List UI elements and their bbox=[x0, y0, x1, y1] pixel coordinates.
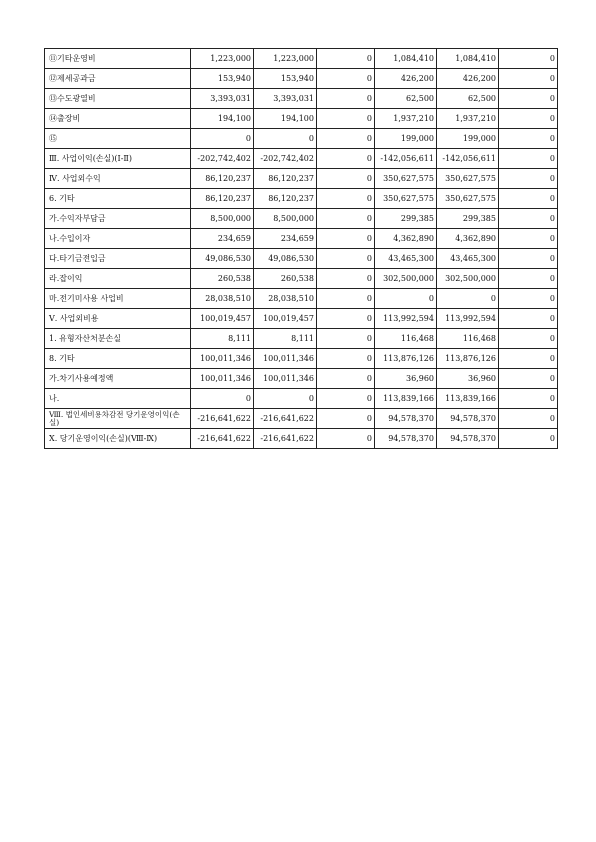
amount-cell: 0 bbox=[317, 189, 375, 209]
amount-cell: 86,120,237 bbox=[254, 189, 317, 209]
amount-cell: 0 bbox=[317, 309, 375, 329]
amount-cell: 8,500,000 bbox=[191, 209, 254, 229]
table-row bbox=[45, 389, 558, 409]
table-body bbox=[45, 49, 558, 449]
amount-cell: 1,223,000 bbox=[191, 49, 254, 69]
amount-cell: 86,120,237 bbox=[191, 189, 254, 209]
amount-cell: -216,641,622 bbox=[191, 409, 254, 429]
amount-cell: 94,578,370 bbox=[375, 409, 437, 429]
row-label: 6. 기타 bbox=[45, 189, 191, 209]
table-row bbox=[45, 289, 558, 309]
amount-cell: 49,086,530 bbox=[191, 249, 254, 269]
row-label: ⑬수도광열비 bbox=[45, 89, 191, 109]
amount-cell: 0 bbox=[317, 409, 375, 429]
amount-cell: 299,385 bbox=[437, 209, 499, 229]
amount-cell: 0 bbox=[499, 329, 558, 349]
amount-cell: 28,038,510 bbox=[191, 289, 254, 309]
amount-cell: 43,465,300 bbox=[437, 249, 499, 269]
row-label: 1. 유형자산처분손실 bbox=[45, 329, 191, 349]
amount-cell: -202,742,402 bbox=[254, 149, 317, 169]
amount-cell: 113,876,126 bbox=[375, 349, 437, 369]
amount-cell: 234,659 bbox=[254, 229, 317, 249]
amount-cell: -142,056,611 bbox=[375, 149, 437, 169]
amount-cell: 350,627,575 bbox=[375, 169, 437, 189]
amount-cell: 426,200 bbox=[375, 69, 437, 89]
amount-cell: 0 bbox=[317, 49, 375, 69]
amount-cell: 0 bbox=[499, 389, 558, 409]
amount-cell: 0 bbox=[499, 409, 558, 429]
amount-cell: 1,223,000 bbox=[254, 49, 317, 69]
amount-cell: 100,011,346 bbox=[254, 369, 317, 389]
amount-cell: 302,500,000 bbox=[437, 269, 499, 289]
amount-cell: 36,960 bbox=[375, 369, 437, 389]
amount-cell: 0 bbox=[317, 89, 375, 109]
amount-cell: 1,084,410 bbox=[437, 49, 499, 69]
amount-cell: -216,641,622 bbox=[254, 429, 317, 449]
amount-cell: 260,538 bbox=[191, 269, 254, 289]
amount-cell: 0 bbox=[375, 289, 437, 309]
amount-cell: 0 bbox=[499, 169, 558, 189]
amount-cell: 0 bbox=[499, 69, 558, 89]
amount-cell: -142,056,611 bbox=[437, 149, 499, 169]
amount-cell: 199,000 bbox=[375, 129, 437, 149]
amount-cell: 234,659 bbox=[191, 229, 254, 249]
amount-cell: 113,839,166 bbox=[375, 389, 437, 409]
table-row bbox=[45, 89, 558, 109]
amount-cell: 113,992,594 bbox=[437, 309, 499, 329]
row-label: Ⅲ. 사업이익(손실)(Ⅰ-Ⅱ) bbox=[45, 149, 191, 169]
amount-cell: 0 bbox=[499, 189, 558, 209]
amount-cell: 199,000 bbox=[437, 129, 499, 149]
amount-cell: 94,578,370 bbox=[375, 429, 437, 449]
row-label: 나. bbox=[45, 389, 191, 409]
amount-cell: 8,111 bbox=[254, 329, 317, 349]
amount-cell: 0 bbox=[499, 229, 558, 249]
table-row bbox=[45, 329, 558, 349]
row-label: Ⅴ. 사업외비용 bbox=[45, 309, 191, 329]
amount-cell: 0 bbox=[317, 109, 375, 129]
amount-cell: 43,465,300 bbox=[375, 249, 437, 269]
amount-cell: 0 bbox=[317, 289, 375, 309]
amount-cell: 113,992,594 bbox=[375, 309, 437, 329]
amount-cell: 100,011,346 bbox=[254, 349, 317, 369]
amount-cell: 86,120,237 bbox=[191, 169, 254, 189]
amount-cell: 0 bbox=[317, 229, 375, 249]
amount-cell: 0 bbox=[317, 69, 375, 89]
amount-cell: -202,742,402 bbox=[191, 149, 254, 169]
amount-cell: 49,086,530 bbox=[254, 249, 317, 269]
amount-cell: 0 bbox=[499, 149, 558, 169]
amount-cell: 0 bbox=[191, 389, 254, 409]
amount-cell: 0 bbox=[499, 129, 558, 149]
amount-cell: 0 bbox=[317, 349, 375, 369]
amount-cell: 153,940 bbox=[254, 69, 317, 89]
amount-cell: 1,084,410 bbox=[375, 49, 437, 69]
amount-cell: 0 bbox=[499, 249, 558, 269]
amount-cell: 116,468 bbox=[437, 329, 499, 349]
amount-cell: 0 bbox=[317, 369, 375, 389]
amount-cell: 0 bbox=[499, 269, 558, 289]
amount-cell: 62,500 bbox=[375, 89, 437, 109]
amount-cell: 194,100 bbox=[191, 109, 254, 129]
table-row bbox=[45, 69, 558, 89]
table-row bbox=[45, 409, 558, 429]
amount-cell: 0 bbox=[499, 49, 558, 69]
amount-cell: 153,940 bbox=[191, 69, 254, 89]
amount-cell: 94,578,370 bbox=[437, 409, 499, 429]
table-row bbox=[45, 129, 558, 149]
amount-cell: 8,111 bbox=[191, 329, 254, 349]
amount-cell: 0 bbox=[191, 129, 254, 149]
income-statement-table bbox=[44, 48, 558, 449]
amount-cell: 116,468 bbox=[375, 329, 437, 349]
amount-cell: 0 bbox=[499, 429, 558, 449]
amount-cell: 3,393,031 bbox=[191, 89, 254, 109]
amount-cell: 0 bbox=[317, 149, 375, 169]
amount-cell: 0 bbox=[499, 309, 558, 329]
amount-cell: 0 bbox=[317, 429, 375, 449]
amount-cell: 62,500 bbox=[437, 89, 499, 109]
table-row bbox=[45, 309, 558, 329]
row-label: 8. 기타 bbox=[45, 349, 191, 369]
row-label: ⑮ bbox=[45, 129, 191, 149]
amount-cell: 0 bbox=[499, 369, 558, 389]
amount-cell: 100,019,457 bbox=[254, 309, 317, 329]
amount-cell: 0 bbox=[317, 249, 375, 269]
row-label: 가.차기사용예정액 bbox=[45, 369, 191, 389]
amount-cell: 0 bbox=[317, 209, 375, 229]
row-label: 가.수익자부담금 bbox=[45, 209, 191, 229]
amount-cell: 86,120,237 bbox=[254, 169, 317, 189]
amount-cell: 0 bbox=[437, 289, 499, 309]
amount-cell: 426,200 bbox=[437, 69, 499, 89]
row-label: Ⅷ. 법인세비용차감전 당기운영이익(손실) bbox=[45, 409, 191, 429]
table-row bbox=[45, 229, 558, 249]
amount-cell: 100,011,346 bbox=[191, 349, 254, 369]
amount-cell: 0 bbox=[317, 329, 375, 349]
row-label: 라.잡이익 bbox=[45, 269, 191, 289]
amount-cell: 299,385 bbox=[375, 209, 437, 229]
amount-cell: -216,641,622 bbox=[191, 429, 254, 449]
row-label: Ⅳ. 사업외수익 bbox=[45, 169, 191, 189]
financial-statement-page bbox=[44, 48, 558, 449]
amount-cell: 0 bbox=[499, 89, 558, 109]
amount-cell: 4,362,890 bbox=[437, 229, 499, 249]
row-label: ⑭출장비 bbox=[45, 109, 191, 129]
amount-cell: 4,362,890 bbox=[375, 229, 437, 249]
amount-cell: 94,578,370 bbox=[437, 429, 499, 449]
row-label: Ⅹ. 당기운영이익(손실)(Ⅷ-Ⅸ) bbox=[45, 429, 191, 449]
row-label: 나.수입이자 bbox=[45, 229, 191, 249]
amount-cell: 0 bbox=[499, 209, 558, 229]
amount-cell: 0 bbox=[499, 289, 558, 309]
table-row bbox=[45, 149, 558, 169]
amount-cell: 36,960 bbox=[437, 369, 499, 389]
table-row bbox=[45, 429, 558, 449]
amount-cell: 260,538 bbox=[254, 269, 317, 289]
amount-cell: 0 bbox=[317, 389, 375, 409]
amount-cell: 113,839,166 bbox=[437, 389, 499, 409]
amount-cell: 0 bbox=[499, 349, 558, 369]
amount-cell: 350,627,575 bbox=[437, 189, 499, 209]
row-label: 마.전기미사용 사업비 bbox=[45, 289, 191, 309]
amount-cell: 0 bbox=[317, 269, 375, 289]
table-row bbox=[45, 169, 558, 189]
row-label: 다.타기금전입금 bbox=[45, 249, 191, 269]
amount-cell: 0 bbox=[254, 389, 317, 409]
amount-cell: 8,500,000 bbox=[254, 209, 317, 229]
row-label: ⑪기타운영비 bbox=[45, 49, 191, 69]
table-row bbox=[45, 209, 558, 229]
amount-cell: 350,627,575 bbox=[375, 189, 437, 209]
table-row bbox=[45, 189, 558, 209]
amount-cell: 0 bbox=[317, 169, 375, 189]
amount-cell: -216,641,622 bbox=[254, 409, 317, 429]
amount-cell: 0 bbox=[254, 129, 317, 149]
amount-cell: 28,038,510 bbox=[254, 289, 317, 309]
table-row bbox=[45, 49, 558, 69]
amount-cell: 0 bbox=[317, 129, 375, 149]
amount-cell: 113,876,126 bbox=[437, 349, 499, 369]
amount-cell: 100,019,457 bbox=[191, 309, 254, 329]
table-row bbox=[45, 269, 558, 289]
table-row bbox=[45, 249, 558, 269]
table-row bbox=[45, 109, 558, 129]
table-row bbox=[45, 349, 558, 369]
amount-cell: 194,100 bbox=[254, 109, 317, 129]
amount-cell: 0 bbox=[499, 109, 558, 129]
amount-cell: 302,500,000 bbox=[375, 269, 437, 289]
amount-cell: 100,011,346 bbox=[191, 369, 254, 389]
amount-cell: 3,393,031 bbox=[254, 89, 317, 109]
table-row bbox=[45, 369, 558, 389]
row-label: ⑫제세공과금 bbox=[45, 69, 191, 89]
amount-cell: 350,627,575 bbox=[437, 169, 499, 189]
amount-cell: 1,937,210 bbox=[375, 109, 437, 129]
amount-cell: 1,937,210 bbox=[437, 109, 499, 129]
